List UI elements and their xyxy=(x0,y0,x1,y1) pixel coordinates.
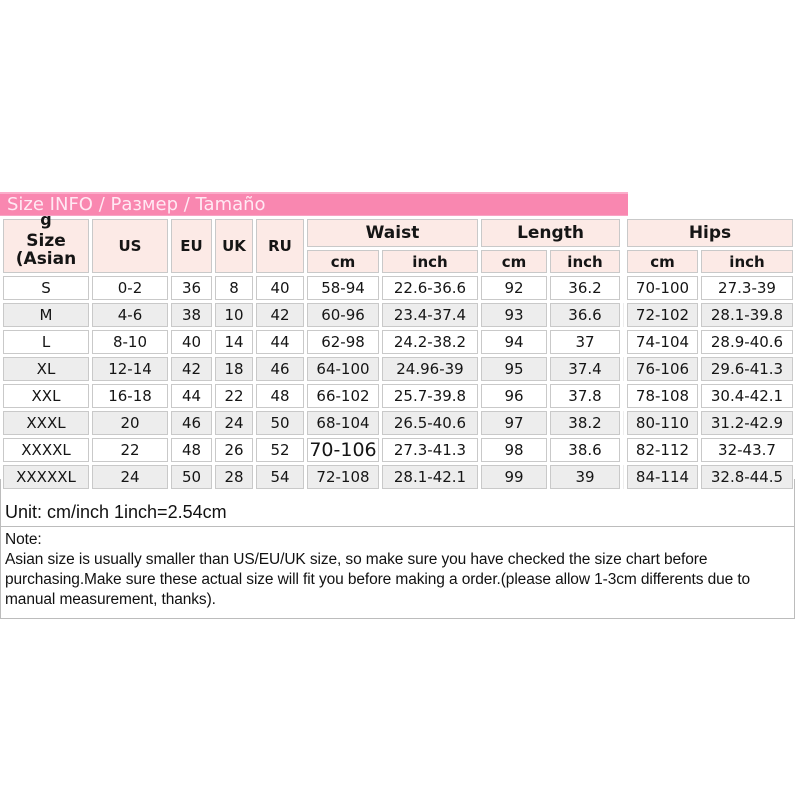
cell-us: 22 xyxy=(92,438,168,462)
cell-length_cm: 99 xyxy=(481,465,547,489)
note-section xyxy=(1,527,794,618)
cell-size: M xyxy=(3,303,89,327)
cell-waist_cm: 66-102 xyxy=(307,384,379,408)
cell-ru: 48 xyxy=(256,384,304,408)
cell-waist_cm: 62-98 xyxy=(307,330,379,354)
cell-length_inch: 37 xyxy=(550,330,620,354)
cell-length_inch: 36.6 xyxy=(550,303,620,327)
cell-size: XXXXL xyxy=(3,438,89,462)
cell-length_cm: 94 xyxy=(481,330,547,354)
cell-waist_inch: 27.3-41.3 xyxy=(382,438,478,462)
table-row xyxy=(3,384,793,408)
cell-waist_cm: 58-94 xyxy=(307,276,379,300)
group-header-row xyxy=(3,219,793,247)
column-gap xyxy=(623,357,624,381)
cell-waist_cm: 72-108 xyxy=(307,465,379,489)
cell-us: 0-2 xyxy=(92,276,168,300)
note-text: Asian size is usually smaller than US/EU/UK size, so make sure you have checked the size chart before purchasing.Make sure these actual size will fit you before making a order.(please allow 1-3cm differents due to manual measurement, thanks). xyxy=(5,551,751,608)
cell-waist_inch: 28.1-42.1 xyxy=(382,465,478,489)
cell-waist_cm: 60-96 xyxy=(307,303,379,327)
cell-length_cm: 95 xyxy=(481,357,547,381)
column-gap xyxy=(623,411,624,435)
note-label: Note: xyxy=(5,531,42,548)
cell-eu: 46 xyxy=(171,411,212,435)
cell-length_cm: 97 xyxy=(481,411,547,435)
cell-hips_cm: 84-114 xyxy=(627,465,698,489)
table-row xyxy=(3,276,793,300)
cell-waist_inch: 23.4-37.4 xyxy=(382,303,478,327)
cell-length_inch: 38.2 xyxy=(550,411,620,435)
cell-ru: 50 xyxy=(256,411,304,435)
subheader-hips-inch: inch xyxy=(701,250,793,273)
table-row xyxy=(3,411,793,435)
cell-waist_inch: 24.96-39 xyxy=(382,357,478,381)
col-header-uk: UK xyxy=(215,219,253,273)
cell-waist_cm: 64-100 xyxy=(307,357,379,381)
cell-uk: 8 xyxy=(215,276,253,300)
table-row xyxy=(3,330,793,354)
cell-ru: 52 xyxy=(256,438,304,462)
title-text: Size INFO / Размер / Tamaño xyxy=(7,194,266,215)
cell-hips_cm: 82-112 xyxy=(627,438,698,462)
cell-hips_cm: 76-106 xyxy=(627,357,698,381)
cell-length_inch: 36.2 xyxy=(550,276,620,300)
cell-size: S xyxy=(3,276,89,300)
cell-us: 8-10 xyxy=(92,330,168,354)
group-header-waist: Waist xyxy=(307,219,478,247)
size-chart xyxy=(0,210,796,492)
subheader-waist-cm: cm xyxy=(307,250,379,273)
column-gap xyxy=(623,438,624,462)
cell-eu: 42 xyxy=(171,357,212,381)
subheader-length-cm: cm xyxy=(481,250,547,273)
cell-waist_inch: 25.7-39.8 xyxy=(382,384,478,408)
cell-size: XL xyxy=(3,357,89,381)
cell-hips_inch: 28.9-40.6 xyxy=(701,330,793,354)
cell-eu: 50 xyxy=(171,465,212,489)
cell-ru: 40 xyxy=(256,276,304,300)
cell-hips_inch: 32.8-44.5 xyxy=(701,465,793,489)
cell-us: 16-18 xyxy=(92,384,168,408)
table-row xyxy=(3,438,793,462)
cell-hips_cm: 78-108 xyxy=(627,384,698,408)
column-gap xyxy=(623,219,624,273)
cell-hips_cm: 74-104 xyxy=(627,330,698,354)
notes-section xyxy=(0,479,795,619)
group-header-length: Length xyxy=(481,219,620,247)
cell-waist_cm: 70-106 xyxy=(307,438,379,462)
column-gap xyxy=(623,330,624,354)
cell-length_cm: 98 xyxy=(481,438,547,462)
subheader-length-inch: inch xyxy=(550,250,620,273)
column-gap xyxy=(623,303,624,327)
cell-uk: 24 xyxy=(215,411,253,435)
cell-hips_inch: 27.3-39 xyxy=(701,276,793,300)
cell-hips_inch: 32-43.7 xyxy=(701,438,793,462)
cell-us: 20 xyxy=(92,411,168,435)
cell-hips_cm: 70-100 xyxy=(627,276,698,300)
cell-uk: 18 xyxy=(215,357,253,381)
clipped-descender: g xyxy=(40,210,52,229)
cell-size: XXXXXL xyxy=(3,465,89,489)
cell-eu: 38 xyxy=(171,303,212,327)
cell-uk: 10 xyxy=(215,303,253,327)
cell-ru: 44 xyxy=(256,330,304,354)
cell-hips_cm: 80-110 xyxy=(627,411,698,435)
subheader-hips-cm: cm xyxy=(627,250,698,273)
cell-uk: 22 xyxy=(215,384,253,408)
cell-length_inch: 37.8 xyxy=(550,384,620,408)
cell-size: XXXL xyxy=(3,411,89,435)
cell-waist_inch: 24.2-38.2 xyxy=(382,330,478,354)
cell-us: 12-14 xyxy=(92,357,168,381)
unit-line: Unit: cm/inch 1inch=2.54cm xyxy=(1,479,794,527)
cell-hips_inch: 30.4-42.1 xyxy=(701,384,793,408)
cell-size: L xyxy=(3,330,89,354)
cell-eu: 36 xyxy=(171,276,212,300)
col-header-eu: EU xyxy=(171,219,212,273)
cell-ru: 42 xyxy=(256,303,304,327)
cell-length_cm: 92 xyxy=(481,276,547,300)
cell-uk: 28 xyxy=(215,465,253,489)
subheader-waist-inch: inch xyxy=(382,250,478,273)
cell-waist_cm: 68-104 xyxy=(307,411,379,435)
cell-eu: 40 xyxy=(171,330,212,354)
cell-waist_inch: 22.6-36.6 xyxy=(382,276,478,300)
cell-ru: 46 xyxy=(256,357,304,381)
cell-length_cm: 93 xyxy=(481,303,547,327)
table-row xyxy=(3,303,793,327)
cell-us: 4-6 xyxy=(92,303,168,327)
group-header-hips: Hips xyxy=(627,219,793,247)
column-gap xyxy=(623,384,624,408)
col-header-ru: RU xyxy=(256,219,304,273)
size-header-line1: Size xyxy=(26,231,66,251)
cell-uk: 14 xyxy=(215,330,253,354)
cell-hips_inch: 28.1-39.8 xyxy=(701,303,793,327)
cell-us: 24 xyxy=(92,465,168,489)
table-row xyxy=(3,357,793,381)
col-header-us: US xyxy=(92,219,168,273)
size-header-line2: (Asian xyxy=(15,249,77,269)
cell-length_inch: 37.4 xyxy=(550,357,620,381)
cell-size: XXL xyxy=(3,384,89,408)
size-rows xyxy=(3,276,793,489)
cell-eu: 44 xyxy=(171,384,212,408)
cell-length_cm: 96 xyxy=(481,384,547,408)
cell-uk: 26 xyxy=(215,438,253,462)
cell-eu: 48 xyxy=(171,438,212,462)
col-header-size xyxy=(3,210,89,273)
column-gap xyxy=(623,276,624,300)
cell-length_inch: 39 xyxy=(550,465,620,489)
cell-waist_inch: 26.5-40.6 xyxy=(382,411,478,435)
title-bar xyxy=(0,192,628,216)
cell-ru: 54 xyxy=(256,465,304,489)
size-chart-table xyxy=(0,210,796,492)
cell-hips_cm: 72-102 xyxy=(627,303,698,327)
cell-hips_inch: 29.6-41.3 xyxy=(701,357,793,381)
cell-length_inch: 38.6 xyxy=(550,438,620,462)
cell-hips_inch: 31.2-42.9 xyxy=(701,411,793,435)
